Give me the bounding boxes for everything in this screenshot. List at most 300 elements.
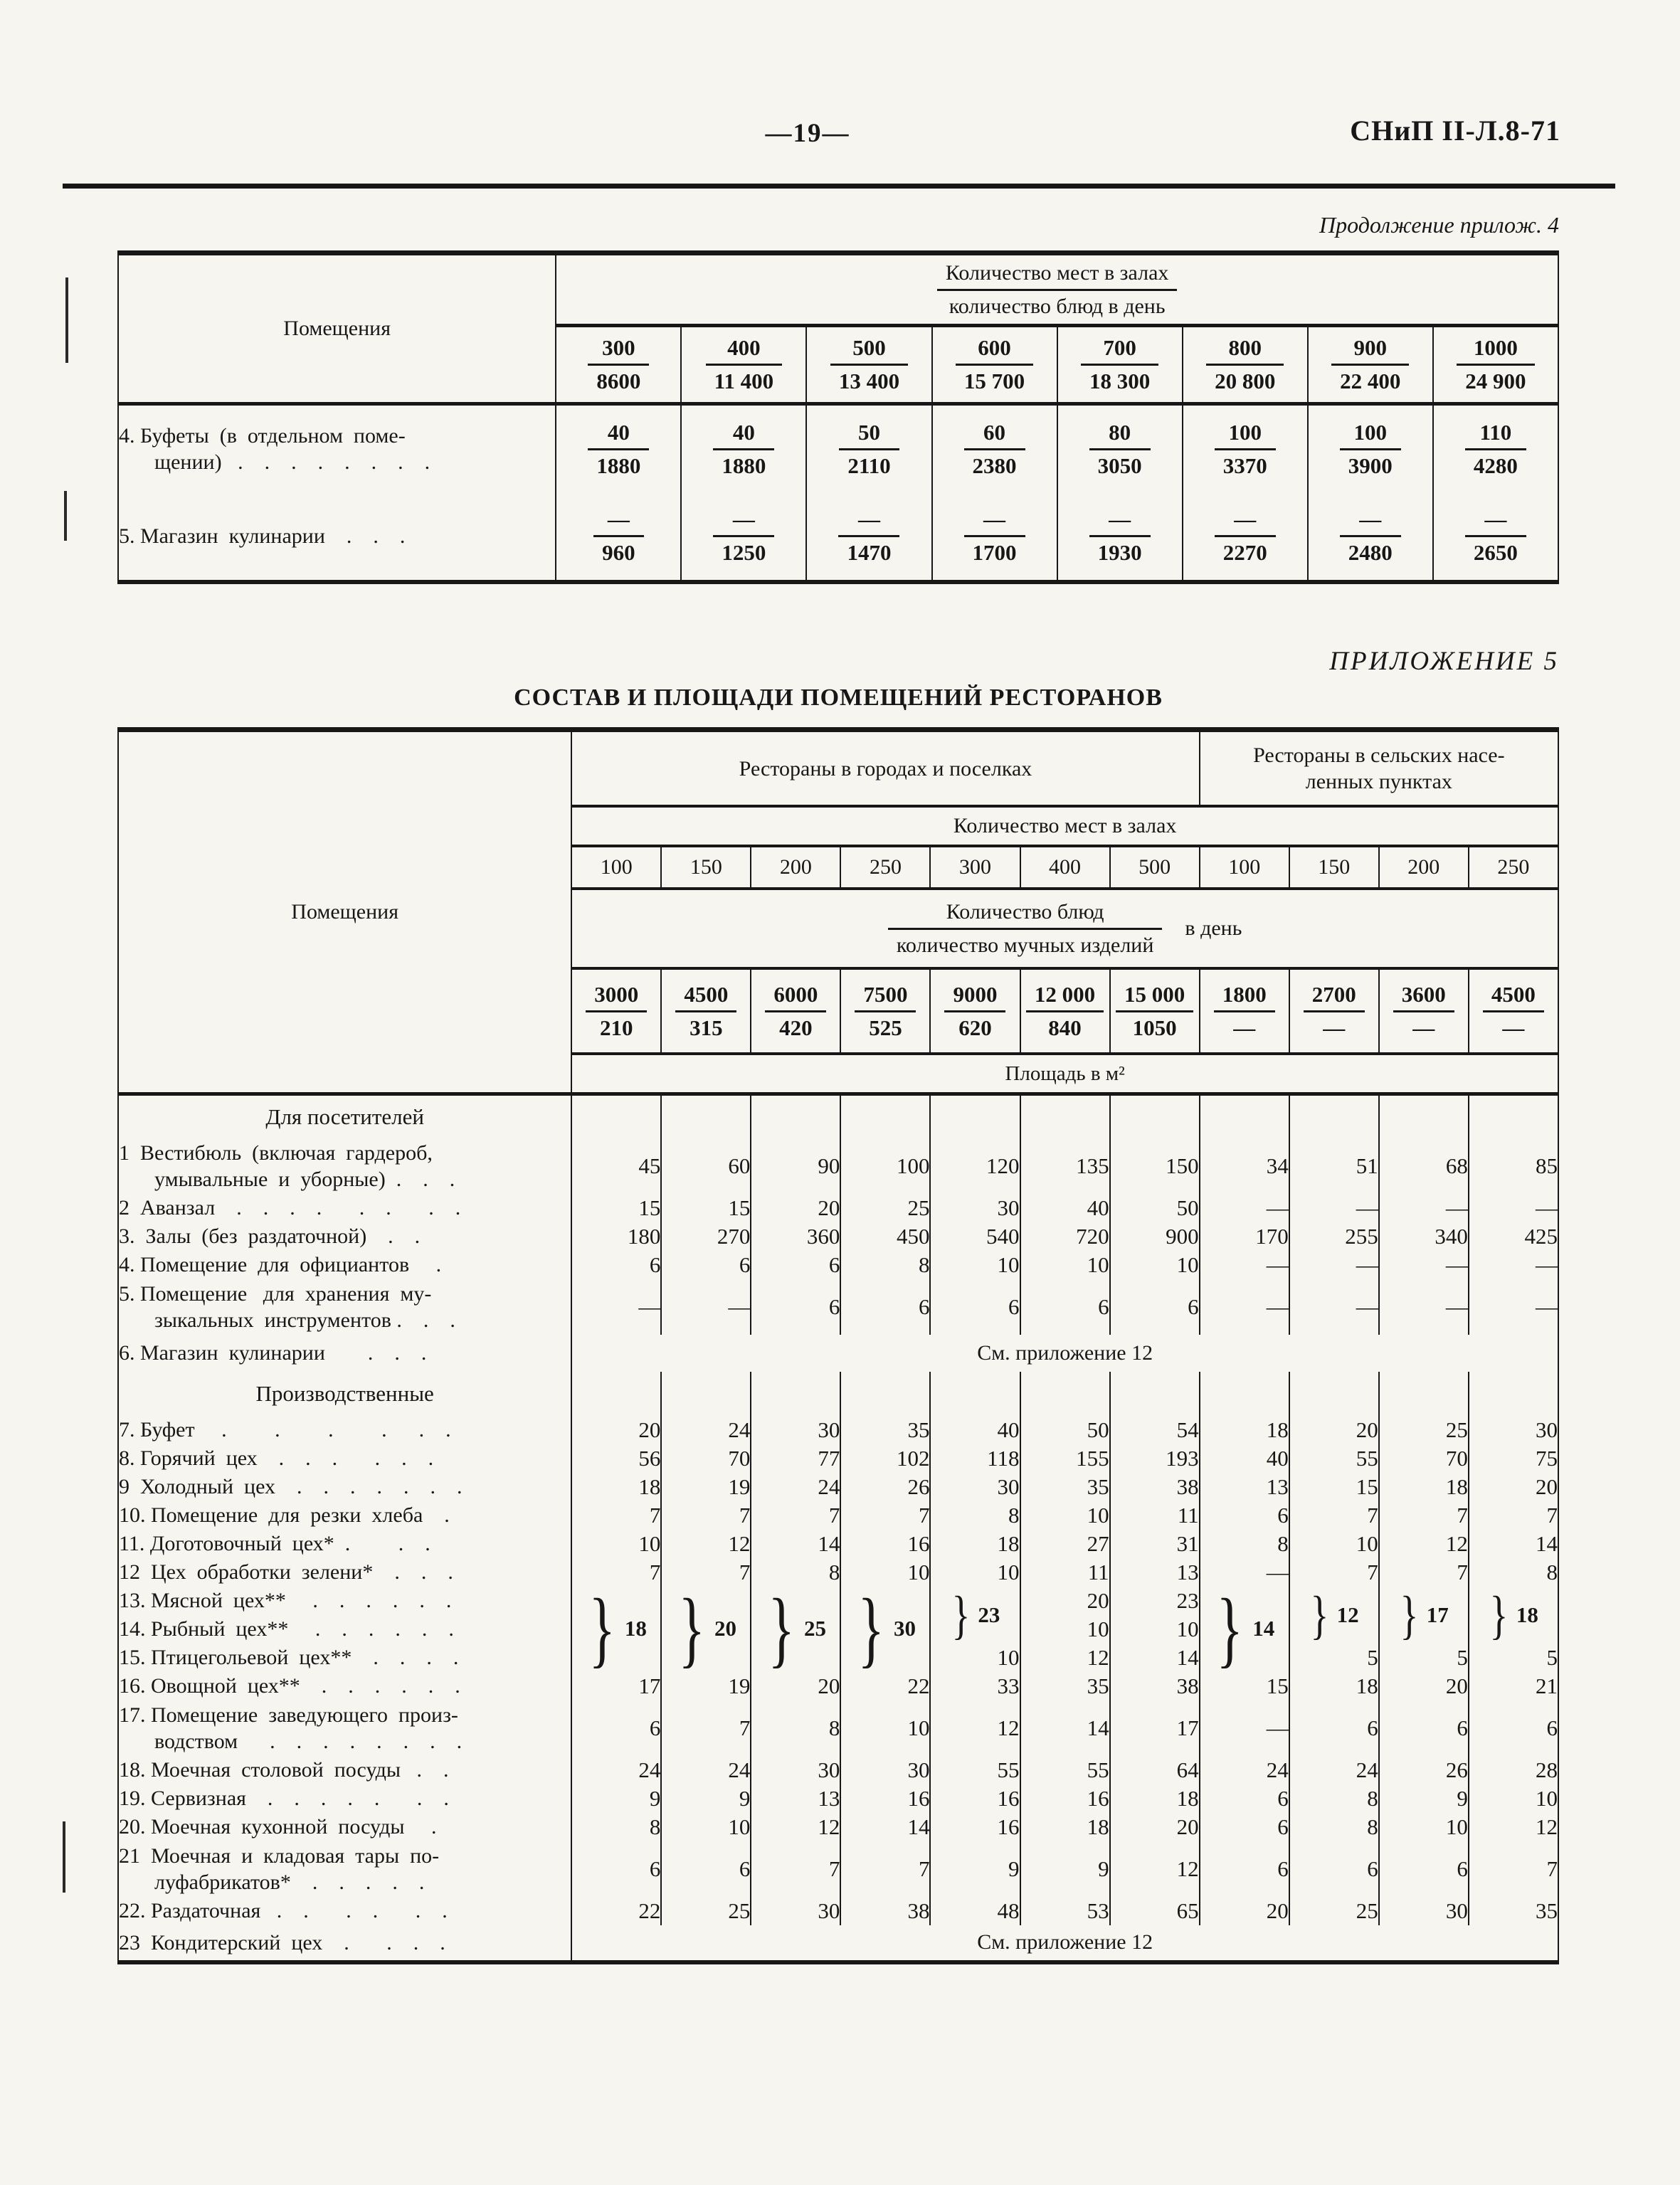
value-fraction (713, 507, 774, 565)
row-label (118, 1416, 571, 1444)
row-label (118, 1897, 571, 1925)
empty-cell (1379, 1094, 1469, 1138)
value-cell: 24 (1289, 1756, 1379, 1784)
value-cell: 64 (1110, 1756, 1200, 1784)
fraction-line (1089, 535, 1151, 537)
value: 23 (978, 1602, 1000, 1627)
value-cell: 25 (1289, 1897, 1379, 1925)
fraction-top: 800 (1228, 335, 1262, 360)
fraction-line (1089, 448, 1151, 450)
value-cell: 9 (661, 1784, 751, 1813)
value-cell: 13 (751, 1784, 840, 1813)
label-line: 15. Птицегольевой цех** . . . . (119, 1646, 459, 1669)
value-cell: 50 (1020, 1416, 1110, 1444)
table-row (118, 1416, 1558, 1444)
value-cell: 425 (1469, 1222, 1558, 1251)
row-label (118, 1094, 571, 1138)
value-cell: 50 (1110, 1194, 1200, 1222)
fraction-top: — (1109, 507, 1131, 531)
table-row (118, 1138, 1558, 1194)
value-cell (1433, 404, 1558, 493)
value-cell (1308, 404, 1433, 493)
appendix5-table (117, 727, 1559, 1964)
value-cell: 11 (1020, 1558, 1110, 1587)
table-row (118, 404, 1558, 493)
value-cell (806, 493, 931, 582)
fraction-bottom: 1930 (1097, 540, 1142, 565)
fraction-line (1331, 364, 1409, 366)
label-line: 13. Мясной цех** . . . . . . (119, 1589, 452, 1612)
fraction-top: 4500 (1491, 981, 1536, 1007)
value-cell: 6 (661, 1251, 751, 1279)
value-cell: — (1379, 1251, 1469, 1279)
value-cell (1433, 493, 1558, 582)
fraction-top: 6000 (773, 981, 818, 1007)
scan-artifact (64, 491, 67, 541)
fraction-top: 40 (607, 419, 630, 445)
value-cell: 40 (1020, 1194, 1110, 1222)
value-fraction (964, 420, 1025, 478)
brace-icon: } (951, 1585, 970, 1644)
column-header (556, 326, 681, 404)
row-label (118, 1279, 571, 1335)
value-cell: 10 (1020, 1615, 1110, 1644)
value-cell: — (1200, 1558, 1289, 1587)
value-cell: 30 (751, 1897, 840, 1925)
value-cell: 10 (571, 1530, 661, 1558)
fraction-bottom: — (1323, 1015, 1346, 1040)
value-cell: 12 (1469, 1813, 1558, 1841)
value-cell: 16 (930, 1784, 1020, 1813)
label-line: 1 Вестибюль (включая гардероб, (119, 1141, 433, 1165)
value-cell: 77 (751, 1444, 840, 1473)
value-fraction (1089, 420, 1151, 478)
value-cell: 70 (1379, 1444, 1469, 1473)
value-fraction (1465, 507, 1526, 565)
value-fraction (765, 983, 826, 1040)
value-cell: 38 (1110, 1672, 1200, 1700)
value-cell: 12 (661, 1530, 751, 1558)
value-cell: 16 (840, 1530, 930, 1558)
value-cell: — (1469, 1194, 1558, 1222)
value-cell: 340 (1379, 1222, 1469, 1251)
fraction-top: 50 (857, 419, 880, 445)
value-cell: 12 (1110, 1841, 1200, 1897)
value: 18 (1516, 1602, 1538, 1627)
braced-value-cell (751, 1581, 840, 1676)
value-cell: 7 (751, 1841, 840, 1897)
column-header (1433, 326, 1558, 404)
value-cell: 900 (1110, 1222, 1200, 1251)
table-row (118, 1558, 1558, 1587)
fraction-line (713, 535, 774, 537)
value-cell: 8 (751, 1558, 840, 1587)
value-cell: 13 (1200, 1473, 1289, 1501)
value-cell: 5 (1469, 1644, 1558, 1672)
table-row (118, 493, 1558, 582)
fraction-bottom: 420 (779, 1015, 813, 1040)
value-cell: 10 (930, 1644, 1020, 1672)
document-code: СНиП II-Л.8-71 (1350, 115, 1560, 147)
row-label (118, 1251, 571, 1279)
fraction-line (1116, 1010, 1193, 1012)
value-cell: 17 (571, 1672, 661, 1700)
value-cell: 170 (1200, 1222, 1289, 1251)
row-label (118, 1925, 571, 1962)
value-cell: 34 (1200, 1138, 1289, 1194)
value-cell: — (1200, 1194, 1289, 1222)
value-cell: 9 (930, 1841, 1020, 1897)
value-cell: 193 (1110, 1444, 1200, 1473)
value-cell: 53 (1020, 1897, 1110, 1925)
brace-icon: } (768, 1581, 795, 1676)
value-cell: 30 (751, 1416, 840, 1444)
fraction-bottom: 2650 (1473, 540, 1518, 565)
fraction-top: 1800 (1222, 981, 1267, 1007)
dishes-column-header (571, 968, 661, 1054)
page-number: —19— (765, 119, 850, 148)
value-fraction (1340, 507, 1401, 565)
fraction-bottom: 3370 (1222, 453, 1267, 478)
value-cell: 24 (571, 1756, 661, 1784)
value-cell: 10 (840, 1558, 930, 1587)
brace-icon: } (1489, 1585, 1509, 1644)
fraction-top: 1000 (1473, 335, 1518, 360)
label-line: 11. Доготовочный цех* . . . (119, 1532, 430, 1555)
dishes-column-header (1289, 968, 1379, 1054)
table-row (118, 1251, 1558, 1279)
value-cell: 14 (1020, 1700, 1110, 1756)
value-cell: 102 (840, 1444, 930, 1473)
value-cell: 8 (751, 1700, 840, 1756)
value-fraction (1340, 420, 1401, 478)
area-header: Площадь в м² (571, 1054, 1558, 1094)
value-cell: 18 (1379, 1473, 1469, 1501)
dishes-bottom-label: количество мучных изделий (896, 933, 1154, 957)
table-row (118, 1672, 1558, 1700)
value-cell: 18 (571, 1473, 661, 1501)
value-cell: 150 (1110, 1138, 1200, 1194)
appendix4-table-wrapper (117, 250, 1559, 584)
value-cell: 9 (571, 1784, 661, 1813)
value-cell: 100 (840, 1138, 930, 1194)
value-cell: 180 (571, 1222, 661, 1251)
value-cell: 25 (1379, 1416, 1469, 1444)
fraction-bottom: 1470 (847, 540, 892, 565)
fraction-line (1457, 364, 1534, 366)
row-label (118, 1335, 571, 1372)
fraction-bottom: 22 400 (1340, 369, 1401, 393)
value-cell: 6 (1469, 1700, 1558, 1756)
row-label (118, 1473, 571, 1501)
fraction-bottom: 13 400 (838, 369, 900, 393)
value-cell: 8 (1289, 1784, 1379, 1813)
row-label (118, 1194, 571, 1222)
value-cell: 55 (1289, 1444, 1379, 1473)
value-cell: 8 (930, 1501, 1020, 1530)
value-cell: 7 (840, 1501, 930, 1530)
value-cell: 15 (571, 1194, 661, 1222)
row-label (118, 1530, 571, 1558)
fraction-line (1206, 364, 1284, 366)
brace-icon: } (588, 1581, 616, 1676)
value-cell: 7 (1469, 1841, 1558, 1897)
fraction-bottom: 1880 (596, 453, 641, 478)
value-cell: 7 (661, 1501, 751, 1530)
row-label (118, 1222, 571, 1251)
value-fraction (1304, 983, 1365, 1040)
value-cell: 35 (1020, 1473, 1110, 1501)
label-line: 22. Раздаточная . . . . . . (119, 1899, 448, 1922)
fraction-top: 80 (1109, 419, 1131, 445)
empty-cell (661, 1094, 751, 1138)
value-fraction (1483, 983, 1544, 1040)
value-fraction (706, 336, 783, 393)
value-cell: 7 (1469, 1501, 1558, 1530)
seats-column-header: 300 (930, 846, 1020, 889)
seats-label: Количество мест в залах (945, 260, 1169, 285)
value-cell: 75 (1469, 1444, 1558, 1473)
fraction-top: 9000 (953, 981, 998, 1007)
section-row (118, 1372, 1558, 1416)
dishes-group-header (571, 889, 1558, 968)
value-cell: 14 (840, 1813, 930, 1841)
value-cell: 6 (751, 1251, 840, 1279)
empty-cell (1110, 1372, 1200, 1416)
fraction-bottom: 1050 (1132, 1015, 1177, 1040)
table-row (118, 1501, 1558, 1530)
header-rule (63, 184, 1615, 189)
value-cell: 19 (661, 1473, 751, 1501)
section-row (118, 1094, 1558, 1138)
fraction-line (713, 448, 774, 450)
fraction-line (855, 1010, 916, 1012)
value-cell: 30 (930, 1473, 1020, 1501)
fraction-line (956, 364, 1033, 366)
value-cell: 6 (1289, 1700, 1379, 1756)
row-label (118, 1558, 571, 1587)
label-line: 12 Цех обработки зелени* . . . (119, 1560, 453, 1584)
value-cell: 30 (751, 1756, 840, 1784)
fraction-bottom: — (1412, 1015, 1435, 1040)
fraction-top: 4500 (684, 981, 729, 1007)
row-label (118, 1813, 571, 1841)
empty-cell (1469, 1372, 1558, 1416)
value-fraction (1215, 507, 1276, 565)
fraction-bottom: 1250 (722, 540, 766, 565)
seats-column-header: 200 (751, 846, 840, 889)
column-header (1057, 326, 1183, 404)
value-cell: 14 (751, 1530, 840, 1558)
fraction-line (706, 364, 783, 366)
label-line: Производственные (255, 1381, 434, 1406)
value-cell: 7 (1379, 1558, 1469, 1587)
value-cell: 60 (661, 1138, 751, 1194)
value-fraction (838, 507, 899, 565)
value: 20 (714, 1616, 736, 1641)
dishes-column-header (661, 968, 751, 1054)
value-cell: 5 (1289, 1644, 1379, 1672)
value-cell: — (661, 1279, 751, 1335)
fraction-line (830, 364, 908, 366)
brace-group (676, 1581, 736, 1676)
fraction-bottom: 15 700 (963, 369, 1025, 393)
value-cell: 20 (1110, 1813, 1200, 1841)
value-cell: 20 (751, 1194, 840, 1222)
empty-cell (1020, 1372, 1110, 1416)
label-line: водством . . . . . . . . (154, 1729, 463, 1753)
label-line: 2 Аванзал . . . . . . . . (119, 1196, 461, 1220)
dishes-column-header (930, 968, 1020, 1054)
column-header (1308, 326, 1433, 404)
fraction-line (1340, 448, 1401, 450)
value-cell: 7 (661, 1558, 751, 1587)
brace-icon: } (1400, 1585, 1419, 1644)
value-cell: — (1469, 1279, 1558, 1335)
label-line: 19. Сервизная . . . . . . . (119, 1787, 449, 1810)
fraction-line (964, 448, 1025, 450)
value-cell: 14 (1110, 1644, 1200, 1672)
dishes-column-header (1379, 968, 1469, 1054)
value-cell: 12 (1020, 1644, 1110, 1672)
value-cell: 10 (1110, 1615, 1200, 1644)
value-cell (1183, 404, 1308, 493)
value-cell: 21 (1469, 1672, 1558, 1700)
value-cell: 120 (930, 1138, 1020, 1194)
fraction-top: — (1484, 507, 1507, 531)
value-cell: 56 (571, 1444, 661, 1473)
fraction-bottom: 3900 (1348, 453, 1393, 478)
seats-header: Количество мест в залах (571, 806, 1558, 846)
label-line: щении) . . . . . . . . (154, 450, 430, 475)
braced-value-cell (1200, 1581, 1289, 1676)
value-cell: 51 (1289, 1138, 1379, 1194)
value-cell: 7 (840, 1841, 930, 1897)
braced-value-cell (1469, 1587, 1558, 1644)
fraction-line (839, 448, 899, 450)
row-label (118, 1841, 571, 1897)
value-cell (806, 404, 931, 493)
fraction-bottom: 3050 (1097, 453, 1142, 478)
value-cell: 10 (1020, 1251, 1110, 1279)
value-cell: 450 (840, 1222, 930, 1251)
label-line: 20. Моечная кухонной посуды . (119, 1815, 437, 1839)
empty-cell (1110, 1094, 1200, 1138)
value-cell: 30 (840, 1756, 930, 1784)
fraction-line (1026, 1010, 1104, 1012)
value-cell: 6 (661, 1841, 751, 1897)
value-cell: 16 (840, 1784, 930, 1813)
value-cell: 10 (1379, 1813, 1469, 1841)
appendix5-label: ПРИЛОЖЕНИЕ 5 (1329, 647, 1559, 676)
value-cell (556, 493, 681, 582)
fraction-top: — (1359, 507, 1382, 531)
fraction-line (1304, 1010, 1365, 1012)
value-fraction (593, 507, 644, 565)
fraction-line (1215, 535, 1276, 537)
brace-group (855, 1581, 916, 1676)
value-cell: 30 (930, 1194, 1020, 1222)
value-cell (1057, 493, 1183, 582)
value-cell: 40 (930, 1416, 1020, 1444)
value-cell: 270 (661, 1222, 751, 1251)
label-line: 17. Помещение заведующего произ- (119, 1703, 458, 1727)
value-cell (556, 404, 681, 493)
label-line: 8. Горячий цех . . . . . . (119, 1446, 434, 1470)
value-fraction (956, 336, 1033, 393)
empty-cell (1200, 1094, 1289, 1138)
value-cell: — (1289, 1194, 1379, 1222)
value-cell: — (1289, 1279, 1379, 1335)
value-cell: 20 (1379, 1672, 1469, 1700)
value-fraction (675, 983, 736, 1040)
label-line: 10. Помещение для резки хлеба . (119, 1503, 450, 1527)
label-line: 21 Моечная и кладовая тары по- (119, 1843, 440, 1868)
value: 30 (894, 1616, 916, 1641)
value-fraction (1089, 507, 1151, 565)
braced-value-cell (661, 1581, 751, 1676)
empty-cell (1289, 1372, 1379, 1416)
label-line: умывальные и уборные) . . . (154, 1167, 455, 1191)
appendix5-table-wrapper (117, 727, 1559, 1964)
column-header (932, 326, 1057, 404)
row-label (118, 1644, 571, 1672)
value-cell: 6 (751, 1279, 840, 1335)
fraction-top: 3600 (1401, 981, 1446, 1007)
row-label (118, 1587, 571, 1615)
value-cell (932, 404, 1057, 493)
value-cell: 7 (571, 1558, 661, 1587)
label-line: 16. Овощной цех** . . . . . . (119, 1674, 460, 1698)
fraction-line (944, 1010, 1005, 1012)
value-cell: 6 (1289, 1841, 1379, 1897)
empty-cell (751, 1094, 840, 1138)
table-row (118, 1813, 1558, 1841)
value-cell: 13 (1110, 1558, 1200, 1587)
label-line: 3. Залы (без раздаточной) . . (119, 1224, 421, 1248)
value-fraction (1465, 420, 1526, 478)
dishes-fraction (888, 900, 1163, 958)
value-fraction (1215, 420, 1276, 478)
label-line: 18. Моечная столовой посуды . . (119, 1758, 449, 1782)
row-label (118, 493, 556, 582)
value-cell (932, 493, 1057, 582)
fraction-bottom: 840 (1048, 1015, 1082, 1040)
seats-column-header: 100 (571, 846, 661, 889)
value-cell: 35 (1020, 1672, 1110, 1700)
group-rural-header (1200, 730, 1558, 807)
value-cell: 24 (661, 1756, 751, 1784)
fraction-line (1214, 1010, 1275, 1012)
fraction-bottom: 1880 (722, 453, 766, 478)
value-cell: 14 (1469, 1530, 1558, 1558)
label-line: ленных пунктах (1305, 770, 1452, 793)
brace-group (951, 1585, 1000, 1644)
table2-title: СОСТАВ И ПЛОЩАДИ ПОМЕЩЕНИЙ РЕСТОРАНОВ (514, 684, 1163, 711)
fraction-line (593, 535, 644, 537)
value-cell: 26 (1379, 1756, 1469, 1784)
value-fraction (588, 336, 649, 393)
label-line: 4. Помещение для официантов . (119, 1253, 442, 1276)
label-line: 5. Помещение для хранения му- (119, 1281, 432, 1306)
value-cell (1308, 493, 1433, 582)
fraction-line (937, 289, 1178, 291)
value-cell (681, 404, 806, 493)
fraction-top: 300 (602, 335, 635, 360)
value-fraction (944, 983, 1005, 1040)
value-cell: 20 (1469, 1473, 1558, 1501)
dishes-column-header (1469, 968, 1558, 1054)
